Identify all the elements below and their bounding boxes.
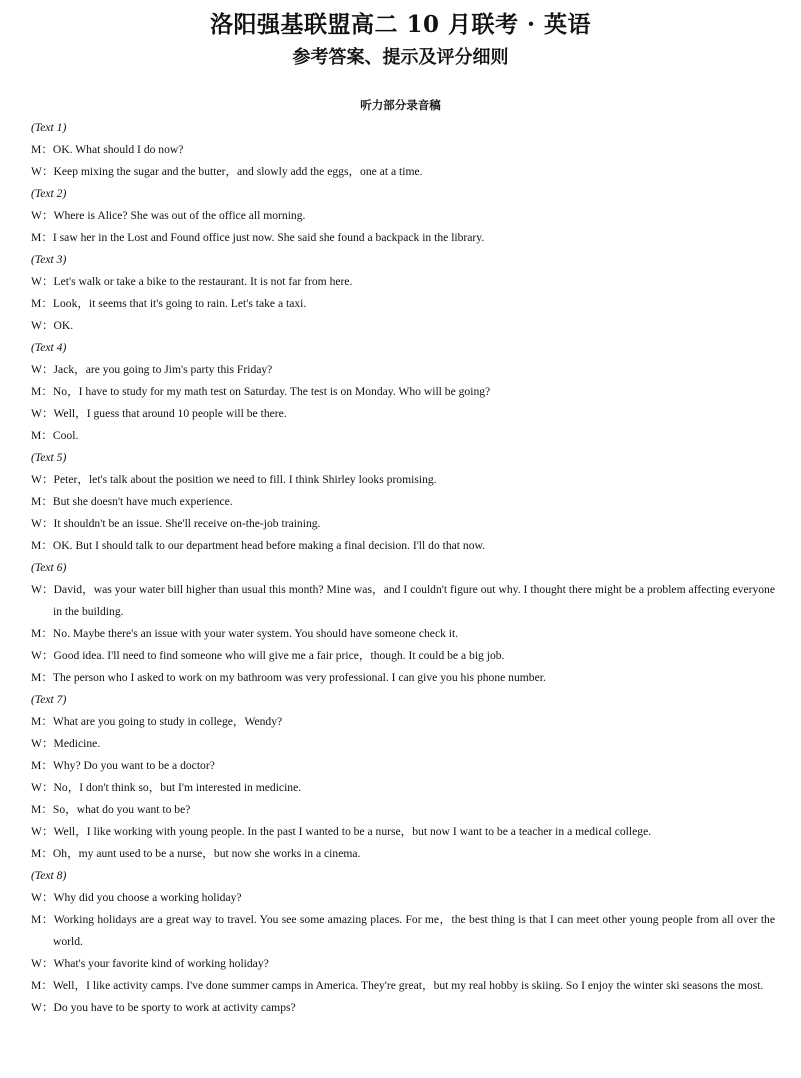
dialogue-line: W：Well，I like working with young people. In the past I wanted to be a nurse，but now I want to be a teacher in a medical college. xyxy=(31,825,652,838)
section-heading: 听力部分录音稿 xyxy=(360,98,441,112)
dialogue-line: M：I saw her in the Lost and Found office just now. She said she found a backpack in the library. xyxy=(31,231,485,244)
text-marker: (Text 8) xyxy=(31,869,67,882)
dialogue-line: W：Why did you choose a working holiday? xyxy=(31,891,242,904)
dialogue-line: M：But she doesn't have much experience. xyxy=(31,495,233,508)
text-marker: (Text 2) xyxy=(31,187,67,200)
dialogue-line: M：Working holidays are a great way to travel. You see some amazing places. For me，the best thing is that I can meet other young people from all over the world. xyxy=(31,913,775,948)
dialogue-line: M：What are you going to study in college，Wendy? xyxy=(31,715,283,728)
page-subtitle: 参考答案、提示及评分细则 xyxy=(292,47,509,68)
dialogue-line: W：It shouldn't be an issue. She'll receive on-the-job training. xyxy=(31,517,321,530)
dialogue-line: M：Cool. xyxy=(31,429,79,442)
text-marker: (Text 3) xyxy=(31,253,67,266)
dialogue-line: M：Well，I like activity camps. I've done summer camps in America. They're great，but my real hobby is skiing. So I enjoy the winter ski seasons the most. xyxy=(31,979,764,992)
dialogue-line: W：Well，I guess that around 10 people will be there. xyxy=(31,407,287,420)
dialogue-line: M：The person who I asked to work on my bathroom was very professional. I can give you his phone number. xyxy=(31,671,546,684)
dialogue-line: M：OK. But I should talk to our department head before making a final decision. I'll do that now. xyxy=(31,539,486,552)
dialogue-line: W：Good idea. I'll need to find someone who will give me a fair price，though. It could be a big job. xyxy=(31,649,505,662)
dialogue-line: M：No，I have to study for my math test on Saturday. The test is on Monday. Who will be going? xyxy=(31,385,491,398)
dialogue-line: M：Look，it seems that it's going to rain. Let's take a taxi. xyxy=(31,297,307,310)
dialogue-line: W：Medicine. xyxy=(31,737,101,750)
dialogue-line: M：So，what do you want to be? xyxy=(31,803,191,816)
dialogue-line: M：Why? Do you want to be a doctor? xyxy=(31,759,215,772)
dialogue-line: W：OK. xyxy=(31,319,74,332)
text-marker: (Text 7) xyxy=(31,693,67,706)
dialogue-line: W：Jack，are you going to Jim's party this Friday? xyxy=(31,363,273,376)
text-marker: (Text 5) xyxy=(31,451,67,464)
dialogue-line: W：Let's walk or take a bike to the restaurant. It is not far from here. xyxy=(31,275,353,288)
dialogue-line: W：Peter，let's talk about the position we need to fill. I think Shirley looks promising. xyxy=(31,473,437,486)
dialogue-line: M：Oh，my aunt used to be a nurse，but now she works in a cinema. xyxy=(31,847,361,860)
dialogue-line: W：Do you have to be sporty to work at activity camps? xyxy=(31,1001,296,1014)
dialogue-line: W：No，I don't think so，but I'm interested in medicine. xyxy=(31,781,302,794)
dialogue-line: W：What's your favorite kind of working holiday? xyxy=(31,957,269,970)
dialogue-line: W：David，was your water bill higher than usual this month? Mine was，and I couldn't figure out why. I thought there might be a problem affecting everyone in the building. xyxy=(31,583,775,618)
dialogue-line: W：Where is Alice? She was out of the office all morning. xyxy=(31,209,306,222)
dialogue-line: M：OK. What should I do now? xyxy=(31,143,184,156)
text-marker: (Text 4) xyxy=(31,341,67,354)
text-marker: (Text 1) xyxy=(31,121,67,134)
transcript-list xyxy=(31,117,775,1019)
page-title: 洛阳强基联盟高二 10 月联考 · 英语 xyxy=(209,11,592,38)
dialogue-line: M：No. Maybe there's an issue with your water system. You should have someone check it. xyxy=(31,627,459,640)
dialogue-line: W：Keep mixing the sugar and the butter，and slowly add the eggs，one at a time. xyxy=(31,165,423,178)
text-marker: (Text 6) xyxy=(31,561,67,574)
